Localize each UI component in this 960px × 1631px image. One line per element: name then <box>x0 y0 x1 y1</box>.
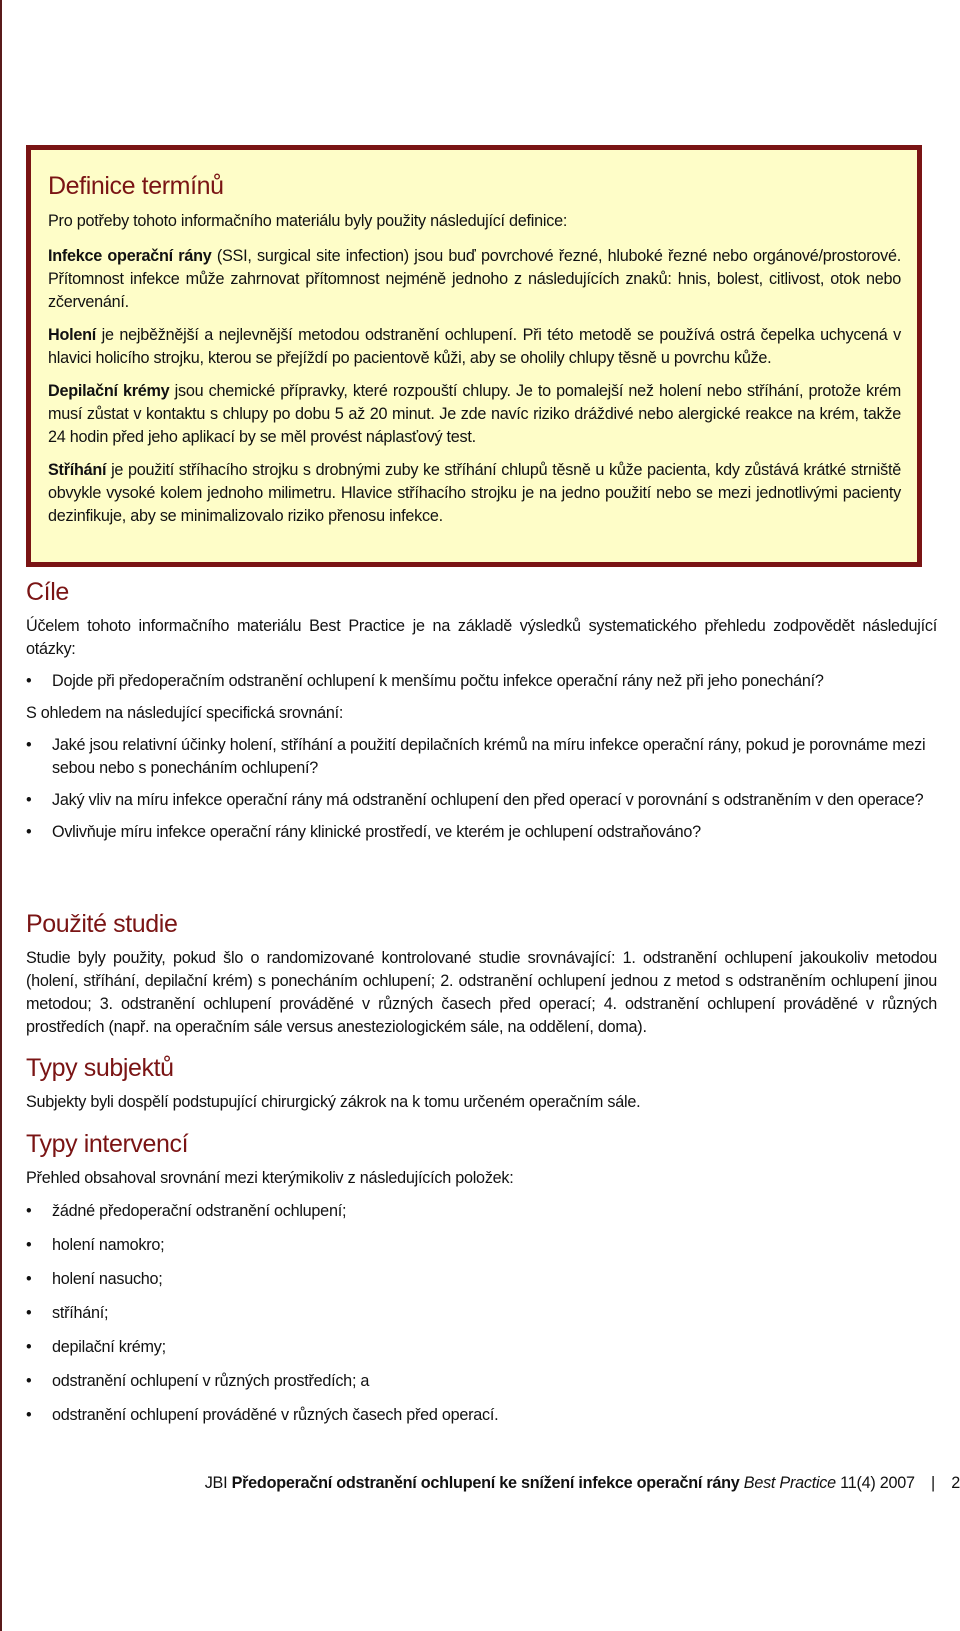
definition-term: Stříhání <box>48 461 107 479</box>
list-item: • stříhání; <box>26 1302 937 1325</box>
definition-term: Depilační krémy <box>48 382 170 400</box>
aims-comparisons-list <box>26 734 937 844</box>
definition-text: jsou chemické přípravky, které rozpouští chlupy. Je to pomalejší než holení nebo stříhání, protože krém musí zůstat v kontaktu s chlupy po dobu 5 až 20 minut. Je zde navíc riziko dráždivé nebo alergické reakce na krém, takže 24 hodin před jeho aplikací by se měl provést náplasťový test. <box>48 382 901 446</box>
subjects-section <box>26 1054 937 1114</box>
list-item: • Dojde při předoperačním odstranění ochlupení k menšímu počtu infekce operační rány než při jeho ponechání? <box>26 670 937 693</box>
definition-clipping <box>48 459 901 528</box>
list-item: • odstranění ochlupení prováděné v různých časech před operací. <box>26 1404 937 1427</box>
subjects-text: Subjekty byli dospělí podstupující chirurgický zákrok na k tomu určeném operačním sále. <box>26 1093 641 1111</box>
studies-section <box>26 910 937 1039</box>
list-item: • Jaké jsou relativní účinky holení, stříhání a použití depilačních krémů na míru infekce operační rány, pokud je porovnáme mezi sebou nebo s ponecháním ochlupení? <box>26 734 937 780</box>
definition-term: Holení <box>48 326 96 344</box>
list-item: • Jaký vliv na míru infekce operační rány má odstranění ochlupení den před operací v porovnání s odstraněním v den operace? <box>26 789 937 812</box>
definition-ssi <box>48 245 901 314</box>
definition-text: je použití stříhacího strojku s drobnými zuby ke stříhání chlupů těsně u kůže pacienta, kdy zůstává krátké strniště obvykle vysoké kolem jednoho milimetru. Hlavice stříhacího strojku je na jedno použití nebo se mezi jednotlivými pacienty dezinfikuje, aby se minimalizovalo riziko přenosu infekce. <box>48 461 901 525</box>
aims-intro: Účelem tohoto informačního materiálu Best Practice je na základě výsledků systematického přehledu zodpovědět následující otázky: <box>26 617 937 658</box>
subjects-title: Typy subjektů <box>26 1054 174 1082</box>
footer-separator: | <box>931 1474 935 1492</box>
definition-shaving <box>48 324 901 370</box>
list-item: • depilační krémy; <box>26 1336 937 1359</box>
list-item: • holení nasucho; <box>26 1268 937 1291</box>
definitions-title: Definice termínů <box>48 172 224 200</box>
definition-term: Infekce operační rány <box>48 247 212 265</box>
footer-title: Předoperační odstranění ochlupení ke snížení infekce operační rány <box>231 1474 740 1492</box>
interventions-section <box>26 1130 937 1427</box>
list-item: • holení namokro; <box>26 1234 937 1257</box>
interventions-list <box>26 1200 937 1427</box>
aims-section <box>26 578 937 844</box>
studies-title: Použité studie <box>26 910 178 938</box>
footer-org: JBI <box>204 1474 228 1492</box>
interventions-intro: Přehled obsahoval srovnání mezi kterýmikoliv z následujících položek: <box>26 1169 514 1187</box>
aims-title: Cíle <box>26 578 69 606</box>
definitions-box <box>26 145 922 567</box>
aims-question-list <box>26 670 937 693</box>
list-item: • odstranění ochlupení v různých prostředích; a <box>26 1370 937 1393</box>
definition-text: je nejběžnější a nejlevnější metodou odstranění ochlupení. Při této metodě se používá ostrá čepelka uchycená v hlavici holicího strojku, kterou se přejíždí po pacientově kůži, aby se oholily chlupy těsně u povrchu kůže. <box>48 326 901 367</box>
list-item: • žádné předoperační odstranění ochlupení; <box>26 1200 937 1223</box>
footer-series: Best Practice <box>743 1474 836 1492</box>
footer-issue: 11(4) 2007 <box>840 1474 915 1492</box>
page-number: 2 <box>951 1474 960 1492</box>
left-margin-rule <box>0 0 2 1631</box>
list-item: • Ovlivňuje míru infekce operační rány klinické prostředí, ve kterém je ochlupení odstraňováno? <box>26 821 937 844</box>
interventions-title: Typy intervencí <box>26 1130 189 1158</box>
page-footer <box>205 1474 960 1493</box>
studies-text: Studie byly použity, pokud šlo o randomizované kontrolované studie srovnávající: 1. odstranění ochlupení jakoukoliv metodou (holení, stříhání, depilační krém) s ponecháním ochlupení; 2. odstranění ochlupení jednou z metod s odstraněním ochlupení jinou metodou; 3. odstranění ochlupení prováděné v různých časech před operací; 4. odstranění ochlupení prováděné v různých prostředích (např. na operačním sále versus anesteziologickém sále, na oddělení, doma). <box>26 949 937 1036</box>
definitions-intro: Pro potřeby tohoto informačního materiálu byly použity následující definice: <box>48 212 568 230</box>
aims-subintro: S ohledem na následující specifická srovnání: <box>26 704 344 722</box>
definition-text: (SSI, surgical site infection) jsou buď povrchové řezné, hluboké řezné nebo orgánové/prostorové. Přítomnost infekce může zahrnovat přítomnost nejméně jednoho z následujících znaků: hnis, bolest, citlivost, otok nebo zčervenání. <box>48 247 902 311</box>
definition-depilatory-creams <box>48 380 901 449</box>
